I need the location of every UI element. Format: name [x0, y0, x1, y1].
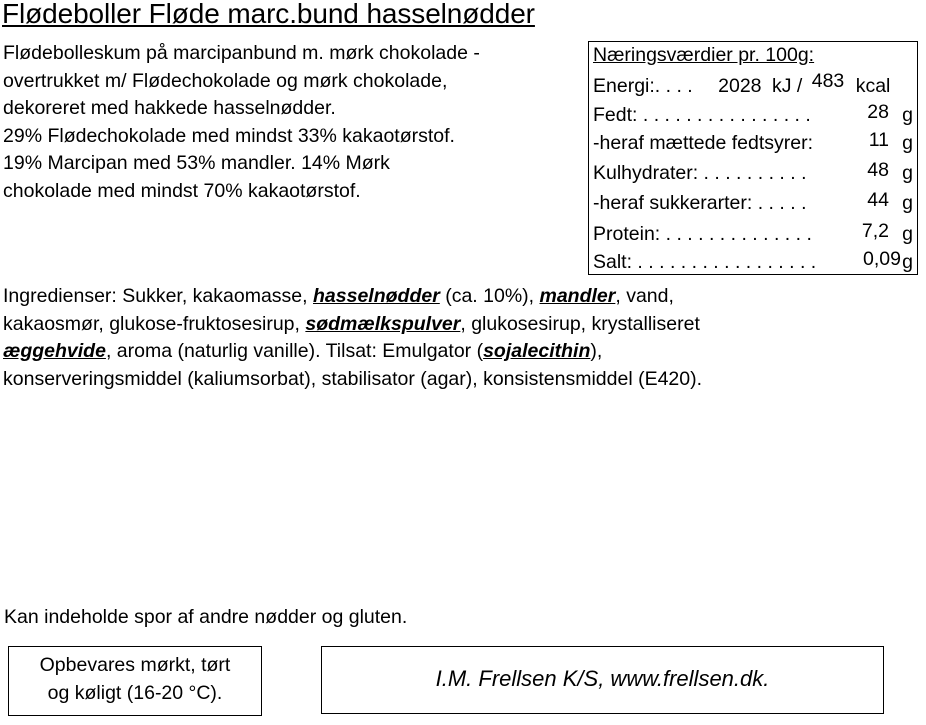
allergen-aeggehvide: æggehvide — [3, 340, 106, 362]
description-line: chokolade med mindst 70% kakaotørstof. — [3, 179, 361, 202]
ingredients-text: Ingredienser: Sukker, kakaomasse, — [3, 285, 313, 307]
energy-label: Energi:. . . . — [593, 75, 693, 97]
nutrition-value: 28 — [867, 101, 889, 123]
energy-kcal-unit: kcal — [855, 75, 891, 97]
nutrition-value: 7,2 — [861, 220, 889, 242]
product-description — [3, 40, 588, 205]
energy-row — [593, 70, 891, 98]
nutrition-value: 11 — [868, 129, 889, 151]
description-line: overtrukket m/ Flødechokolade og mørk chokolade, — [3, 69, 448, 92]
ingredients — [3, 283, 903, 393]
nutrition-row — [593, 189, 915, 218]
company-box — [321, 646, 884, 714]
nutrition-label: -heraf sukkerarter: . . . . . — [593, 192, 807, 214]
description-line: Flødebolleskum på marcipanbund m. mørk chokolade - — [3, 42, 480, 64]
nutrition-label: Fedt: . . . . . . . . . . . . . . . . — [593, 104, 811, 126]
allergen-sodmaelkspulver: sødmælkspulver — [305, 312, 461, 335]
nutrition-row — [593, 159, 915, 188]
description-line: dekoreret med hakkede hasselnødder. — [3, 97, 336, 119]
storage-line: Opbevares mørkt, tørt — [39, 654, 231, 676]
description-line: 19% Marcipan med 53% mandler. 14% Mørk — [3, 152, 390, 174]
ingredients-text: , glukosesirup, krystalliseret — [460, 312, 700, 335]
nutrition-unit: g — [902, 251, 913, 273]
ingredients-line — [3, 283, 903, 311]
nutrition-heading: Næringsværdier pr. 100g: — [593, 44, 815, 66]
description-line: 29% Flødechokolade med mindst 33% kakaotørstof. — [3, 124, 455, 147]
nutrition-unit: g — [902, 223, 913, 245]
ingredients-text: ), — [590, 340, 603, 362]
storage-line: og køligt (16-20 °C). — [47, 682, 223, 704]
nutrition-table — [588, 41, 918, 275]
company-info: I.M. Frellsen K/S, www.frellsen.dk. — [435, 666, 770, 691]
nutrition-label: Kulhydrater: . . . . . . . . . . — [593, 162, 807, 184]
nutrition-value: 0,09 — [863, 248, 901, 270]
product-title: Flødeboller Fløde marc.bund hasselnødder — [2, 0, 535, 29]
nutrition-row — [593, 129, 915, 158]
allergen-sojalecithin: sojalecithin — [483, 340, 591, 362]
ingredients-text: , aroma (naturlig vanille). Tilsat: Emulgator ( — [105, 340, 484, 362]
allergen-mandler: mandler — [539, 285, 616, 307]
nutrition-row — [593, 248, 915, 277]
nutrition-value: 44 — [867, 189, 889, 211]
nutrition-label: Protein: . . . . . . . . . . . . . . — [593, 223, 812, 245]
energy-kj: 2028 — [718, 75, 762, 97]
energy-kj-unit: kJ / — [771, 75, 803, 97]
allergen-hasselnodder: hasselnødder — [313, 285, 440, 307]
ingredients-text: , vand, — [615, 285, 674, 307]
nutrition-row — [593, 220, 915, 249]
nutrition-value: 48 — [867, 159, 889, 181]
nutrition-label: Salt: . . . . . . . . . . . . . . . . . — [593, 251, 817, 273]
nutrition-unit: g — [902, 104, 913, 126]
nutrition-unit: g — [902, 162, 913, 184]
ingredients-text: (ca. 10%), — [439, 285, 540, 307]
nutrition-unit: g — [902, 192, 913, 214]
storage-box — [8, 646, 262, 716]
ingredients-line: konserveringsmiddel (kaliumsorbat), stabilisator (agar), konsistensmiddel (E420). — [3, 367, 703, 390]
nutrition-label: -heraf mættede fedtsyrer: — [593, 132, 814, 154]
nutrition-unit: g — [902, 132, 913, 154]
ingredients-text: kakaosmør, glukose-fruktosesirup, — [3, 312, 306, 335]
nutrition-row — [593, 101, 915, 130]
energy-kcal: 483 — [811, 70, 845, 92]
ingredients-line — [3, 311, 903, 339]
trace-note: Kan indeholde spor af andre nødder og gluten. — [4, 606, 408, 628]
ingredients-line — [3, 338, 903, 366]
